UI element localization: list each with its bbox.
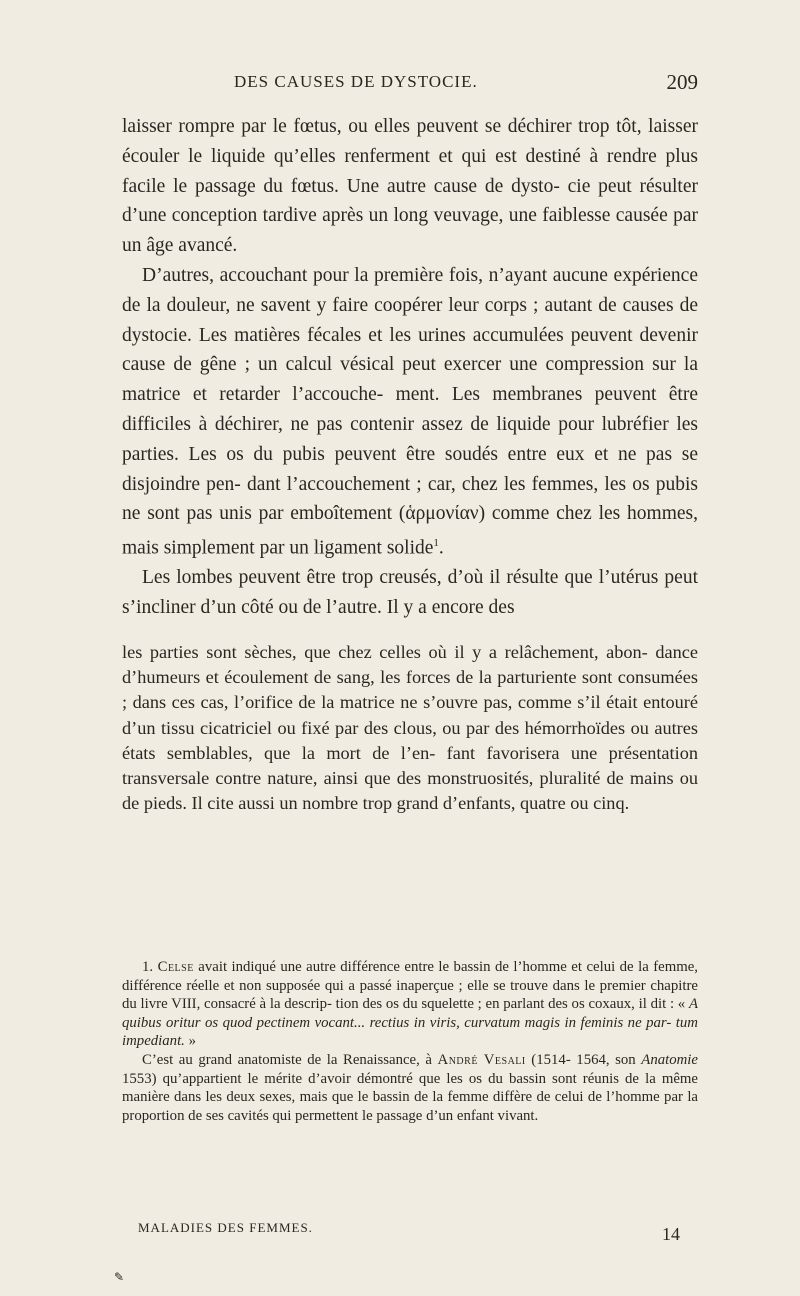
page-number: 209 — [666, 70, 698, 94]
paragraph-2-end: . — [438, 537, 444, 559]
main-text — [122, 112, 698, 623]
footnote-1-end: » — [184, 1033, 196, 1050]
footnote-1-text: avait indiqué une autre différence entre le bassin de l’homme et celui de la femme, différence réelle et non supposée qui a passé inaperçue ; elle se trouve dans le premier chapitre du livre VIII, consacré à la descrip- tion des os du squelette ; en parlant des os coxaux, il dit : « — [122, 959, 699, 1013]
small-text — [122, 640, 698, 816]
footnote-2-book: Anatomie — [641, 1051, 698, 1068]
signature-mark: MALADIES DES FEMMES. — [138, 1220, 313, 1235]
footnote-ref: 1 — [433, 537, 439, 550]
footnote-2-text-b: (1514- 1564, son — [525, 1051, 642, 1068]
footnote-2-text-a: C’est au grand anatomiste de la Renaissance, à — [142, 1051, 438, 1068]
stray-mark: ✎ — [114, 1270, 125, 1284]
footnote-2-text-c: 1553) qu’appartient le mérite d’avoir démontré que les os du bassin sont réunis de la même manière dans les deux sexes, mais que le bassin de la femme diffère de celui de l’homme par la proportion de ses cavités qui permettent le passage d’un enfant vivant. — [122, 1070, 698, 1124]
paragraph-2 — [122, 261, 698, 563]
footnote-2-author: André Vesali — [437, 1051, 526, 1068]
paragraph-2-text: D’autres, accouchant pour la première fois, n’ayant aucune expérience de la douleur, ne savent y faire coopérer leur corps ; autant de causes de dystocie. Les matières fécales et les urines accumulées peuvent devenir cause de gêne ; un calcul vésical peut exercer une compression sur la matrice et retarder l’accouche- ment. Les membranes peuvent être difficiles à déchirer, ne pas contenir assez de liquide pour lubréfier les parties. Les os du pubis peuvent être soudés entre eux et ne pas se disjoindre pen- dant l’accouchement ; car, chez les femmes, les os pubis ne sont pas unis par emboîtement (ἁρμονίαν) comme chez les hommes, mais simplement par un ligament solide — [122, 264, 698, 559]
footnote-2 — [122, 1051, 698, 1125]
page-header — [122, 72, 698, 102]
small-paragraph: les parties sont sèches, que chez celles où il y a relâchement, abon- dance d’humeurs et écoulement de sang, les forces de la parturiente sont consumées ; dans ces cas, l’orifice de la matrice ne s’ouvre pas, comme s’il était entouré d’un tissu cicatriciel ou fixé par des clous, ou par des hémorrhoïdes ou autres états semblables, que la mort de l’en- fant favorisera une présentation transversale contre nature, ainsi que des monstruosités, pluralité de mains ou de pieds. Il cite aussi un nombre trop grand d’enfants, quatre ou cinq. — [122, 642, 698, 814]
footnote-1-quote: A quibus oritur os quod pectinem vocant... rectius in viris, curvatum magis in feminis ne par- tum impediant. — [122, 996, 698, 1050]
footnotes — [122, 958, 698, 1125]
running-head: DES CAUSES DE DYSTOCIE. — [234, 72, 478, 91]
sheet-number: 14 — [662, 1224, 680, 1244]
footnote-1-number: 1. — [142, 959, 154, 975]
paragraph-3: Les lombes peuvent être trop creusés, d’où il résulte que l’utérus peut s’incliner d’un côté ou de l’autre. Il y a encore des — [122, 567, 698, 619]
footnote-1-author: Celse — [157, 959, 194, 975]
footnote-1 — [122, 958, 698, 1051]
page-footer — [138, 1220, 698, 1250]
paragraph-1: laisser rompre par le fœtus, ou elles peuvent se déchirer trop tôt, laisser écouler le liquide qu’elles renferment et qui est destiné à rendre plus facile le passage du fœtus. Une autre cause de dysto- cie peut résulter d’une conception tardive après un long veuvage, une faiblesse causée par un âge avancé. — [122, 116, 698, 257]
